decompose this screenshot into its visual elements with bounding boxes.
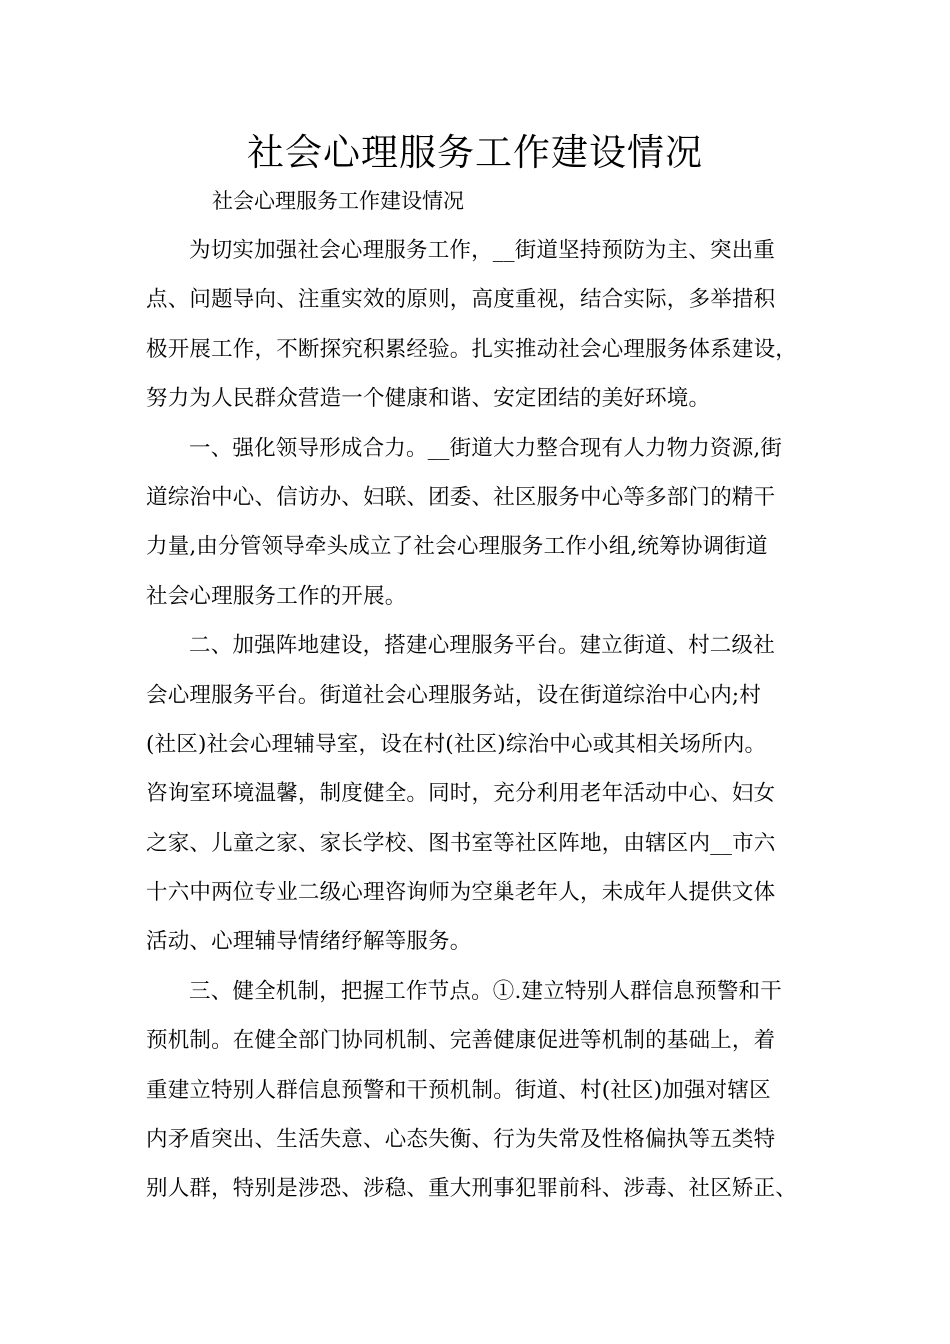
body-line: 之家、儿童之家、家长学校、图书室等社区阵地，由辖区内__市六	[146, 830, 776, 856]
body-line: 极开展工作，不断探究积累经验。扎实推动社会心理服务体系建设，	[146, 336, 798, 362]
body-line: 二、加强阵地建设，搭建心理服务平台。建立街道、村二级社	[189, 633, 775, 659]
body-line: 会心理服务平台。街道社会心理服务站，设在街道综治中心内;村	[146, 682, 762, 708]
body-line: 一、强化领导形成合力。__街道大力整合现有人力物力资源,街	[189, 435, 783, 461]
body-line: 预机制。在健全部门协同机制、完善健康促进等机制的基础上，着	[146, 1028, 776, 1054]
body-line: 内矛盾突出、生活失意、心态失衡、行为失常及性格偏执等五类特	[146, 1127, 776, 1153]
body-line: 点、问题导向、注重实效的原则，高度重视，结合实际，多举措积	[146, 287, 776, 313]
body-line: 力量,由分管领导牵头成立了社会心理服务工作小组,统筹协调街道	[146, 534, 768, 560]
document-subtitle: 社会心理服务工作建设情况	[212, 189, 464, 213]
body-line: 咨询室环境温馨，制度健全。同时，充分利用老年活动中心、妇女	[146, 781, 776, 807]
document-body	[146, 233, 826, 1221]
body-line: 十六中两位专业二级心理咨询师为空巢老年人，未成年人提供文体	[146, 880, 776, 906]
body-line: 为切实加强社会心理服务工作，__街道坚持预防为主、突出重	[189, 238, 776, 263]
body-line: (社区)社会心理辅导室，设在村(社区)综治中心或其相关场所内。	[146, 731, 767, 757]
body-line: 活动、心理辅导情绪纾解等服务。	[146, 929, 472, 955]
document-title: 社会心理服务工作建设情况	[247, 131, 703, 174]
body-line: 努力为人民群众营造一个健康和谐、安定团结的美好环境。	[146, 386, 711, 412]
body-line: 社会心理服务工作的开展。	[146, 583, 407, 609]
body-line: 三、健全机制，把握工作节点。①.建立特别人群信息预警和干	[189, 978, 782, 1004]
body-line: 道综治中心、信访办、妇联、团委、社区服务中心等多部门的精干	[146, 484, 776, 510]
body-line: 重建立特别人群信息预警和干预机制。街道、村(社区)加强对辖区	[146, 1077, 771, 1103]
body-line: 别人群，特别是涉恐、涉稳、重大刑事犯罪前科、涉毒、社区矫正、	[146, 1176, 798, 1202]
